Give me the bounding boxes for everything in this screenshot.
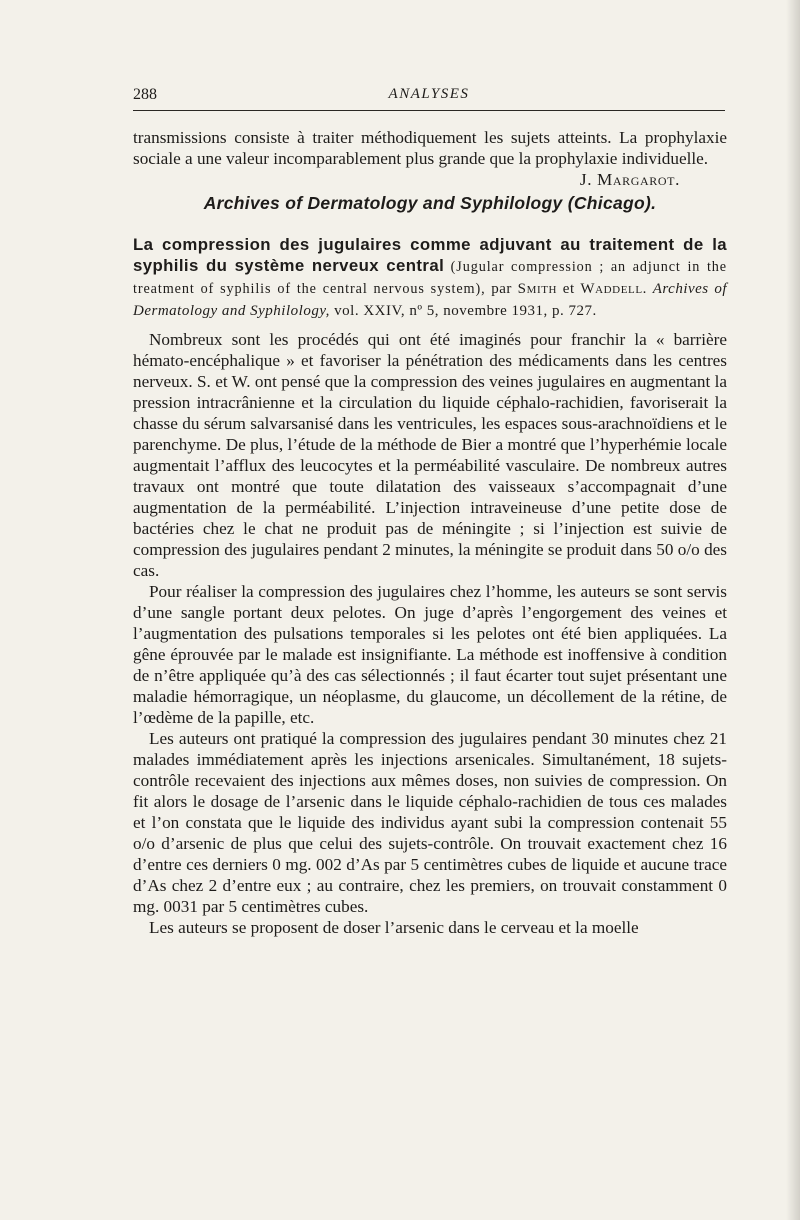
previous-review-ending: [133, 127, 727, 189]
volume-reference: vol. XXIV, nº 5, novembre 1931, p. 727.: [334, 303, 597, 319]
paragraph-2: Pour réaliser la compression des jugulaires chez l’homme, les auteurs se sont servis d’une sangle portant deux pelotes. On juge d’après l’engorgement des veines et l’augmentation des pulsations temporales si les pelotes ont été bien appliquées. La gêne éprouvée par le malade est insignifiante. La méthode est inoffensive à condition de n’être appliquée qu’à des cas sélectionnés ; il faut écarter tout sujet présentant une maladie hémorragique, un néoplasme, du glaucome, un décollement de la rétine, de l’œdème de la papille, etc.: [133, 582, 727, 727]
spacer: [133, 321, 727, 329]
paragraph-4: Les auteurs se proposent de doser l’arsenic dans le cerveau et la moelle: [149, 918, 639, 937]
running-head: ANALYSES: [388, 86, 470, 102]
page-header: [133, 86, 725, 111]
paragraph-3: Les auteurs ont pratiqué la compression des jugulaires pendant 30 minutes chez 21 malades immédiatement après les injections arsenicales. Simultanément, 18 sujets-contrôle recevaient des injections aux mêmes doses, non suivies de compression. On fit alors le dosage de l’arsenic dans le liquide céphalo-rachidien de tous ces malades et l’on constata que le liquide des individus ayant subi la compression contenait 55 o/o d’arsenic de plus que celui des sujets-contrôle. On trouvait exactement chez 16 d’entre ces derniers 0 mg. 002 d’As par 5 centimètres cubes de liquide et aucune trace d’As chez 2 d’entre eux ; au contraire, chez les premiers, on trouvait constamment 0 mg. 0031 par 5 centimètres cubes.: [133, 729, 727, 916]
author-waddell: Waddell.: [580, 281, 648, 297]
page-edge-shadow: [786, 0, 800, 1220]
journal-reference: Archives of Dermatology and Syphilology,: [133, 281, 728, 319]
authors-and: et: [562, 281, 575, 297]
page-body: [133, 127, 727, 938]
journal-section-title: Archives of Dermatology and Syphilology (Chicago).: [203, 193, 657, 213]
english-title: (Jugular compression ; an adjunct in the treatment of syphilis of the central nervous system),: [133, 259, 727, 297]
paragraph-1: Nombreux sont les procédés qui ont été imaginés pour franchir la « barrière hémato-encéphalique » et favoriser la pénétration des médicaments dans les centres nerveux. S. et W. ont pensé que la compression des veines jugulaires en augmentant la pression intracrânienne et la circulation du liquide céphalo-rachidien, favoriserait la chasse du sérum salvarsanisé dans les ventricules, les espaces sous-arachnoïdiens et le parenchyme. De plus, l’étude de la méthode de Bier a montré que l’hyperhémie locale augmentait l’afflux des leucocytes et la perméabilité vasculaire. De nombreux autres travaux ont montré que toute dilatation des vaisseaux s’accompagnait d’une augmentation de la perméabilité. L’injection intraveineuse d’une petite dose de bactéries chez le chat ne produit pas de méningite ; si l’injection est suivie de compression des jugulaires pendant 2 minutes, la méningite se produit dans 50 o/o des cas.: [133, 330, 727, 580]
article-title: La compression des jugulaires comme adjuvant au traitement de la syphilis du système nerveux central: [133, 235, 727, 275]
authors-prefix: par: [491, 281, 512, 297]
previous-review-text: transmissions consiste à traiter méthodiquement les sujets atteints. La prophylaxie sociale a une valeur incomparablement plus grande que la prophylaxie individuelle.: [133, 128, 727, 168]
reviewer-signature: J. Margarot.: [579, 170, 680, 189]
page-number: 288: [133, 86, 157, 103]
author-smith: Smith: [517, 281, 558, 297]
article-reference: [133, 234, 727, 321]
